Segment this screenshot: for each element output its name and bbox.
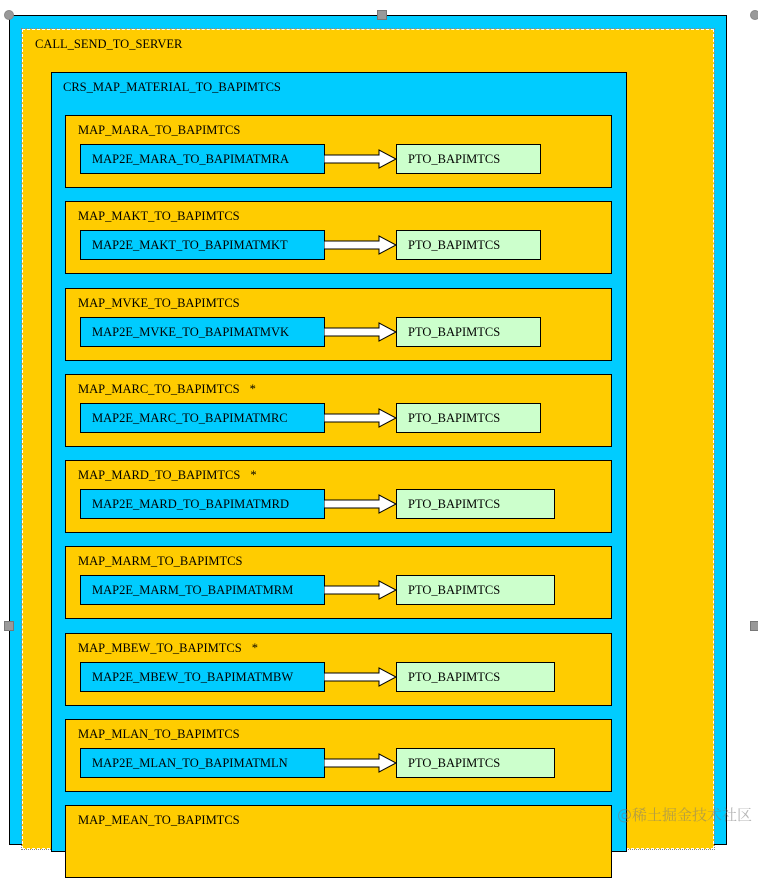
map-group-title: MAP_MARM_TO_BAPIMTCS: [78, 554, 243, 568]
pto-bapimtcs-box[interactable]: PTO_BAPIMTCS: [396, 317, 541, 347]
map-group-title: MAP_MARA_TO_BAPIMTCS: [78, 123, 241, 137]
map-group-title: MAP_MAKT_TO_BAPIMTCS: [78, 209, 240, 223]
changed-marker: *: [251, 641, 258, 655]
resize-handle-top-right[interactable]: [750, 10, 758, 20]
pto-bapimtcs-box[interactable]: PTO_BAPIMTCS: [396, 489, 555, 519]
arrow-icon: [324, 753, 398, 773]
crs-map-material-label: CRS_MAP_MATERIAL_TO_BAPIMTCS: [63, 80, 281, 94]
map-group-title: MAP_MBEW_TO_BAPIMTCS *: [78, 641, 258, 655]
map-group-title: MAP_MARD_TO_BAPIMTCS *: [78, 468, 257, 482]
changed-marker: *: [250, 468, 257, 482]
map-group-title: MAP_MARC_TO_BAPIMTCS *: [78, 382, 256, 396]
arrow-icon: [324, 149, 398, 169]
resize-handle-top[interactable]: [377, 10, 387, 20]
map-group-title: MAP_MEAN_TO_BAPIMTCS: [78, 813, 240, 827]
map2e-function-box[interactable]: MAP2E_MARC_TO_BAPIMATMRC: [80, 403, 325, 433]
watermark: @稀土掘金技术社区: [616, 806, 752, 824]
resize-handle-right[interactable]: [750, 621, 758, 631]
arrow-icon: [324, 580, 398, 600]
map2e-function-box[interactable]: MAP2E_MVKE_TO_BAPIMATMVK: [80, 317, 325, 347]
map-group-title: MAP_MLAN_TO_BAPIMTCS: [78, 727, 240, 741]
arrow-icon: [324, 235, 398, 255]
pto-bapimtcs-box[interactable]: PTO_BAPIMTCS: [396, 748, 555, 778]
map-group[interactable]: [65, 805, 612, 878]
arrow-icon: [324, 408, 398, 428]
map2e-function-box[interactable]: MAP2E_MARM_TO_BAPIMATMRM: [80, 575, 325, 605]
map2e-function-box[interactable]: MAP2E_MLAN_TO_BAPIMATMLN: [80, 748, 325, 778]
pto-bapimtcs-box[interactable]: PTO_BAPIMTCS: [396, 575, 555, 605]
map2e-function-box[interactable]: MAP2E_MARD_TO_BAPIMATMRD: [80, 489, 325, 519]
map-group-title: MAP_MVKE_TO_BAPIMTCS: [78, 296, 240, 310]
arrow-icon: [324, 667, 398, 687]
map2e-function-box[interactable]: MAP2E_MAKT_TO_BAPIMATMKT: [80, 230, 325, 260]
resize-handle-top-left[interactable]: [4, 10, 14, 20]
pto-bapimtcs-box[interactable]: PTO_BAPIMTCS: [396, 144, 541, 174]
pto-bapimtcs-box[interactable]: PTO_BAPIMTCS: [396, 662, 555, 692]
arrow-icon: [324, 322, 398, 342]
call-send-to-server-label: CALL_SEND_TO_SERVER: [35, 37, 183, 51]
resize-handle-left[interactable]: [4, 621, 14, 631]
map2e-function-box[interactable]: MAP2E_MBEW_TO_BAPIMATMBW: [80, 662, 325, 692]
arrow-icon: [324, 494, 398, 514]
map2e-function-box[interactable]: MAP2E_MARA_TO_BAPIMATMRA: [80, 144, 325, 174]
pto-bapimtcs-box[interactable]: PTO_BAPIMTCS: [396, 403, 541, 433]
changed-marker: *: [249, 382, 256, 396]
pto-bapimtcs-box[interactable]: PTO_BAPIMTCS: [396, 230, 541, 260]
